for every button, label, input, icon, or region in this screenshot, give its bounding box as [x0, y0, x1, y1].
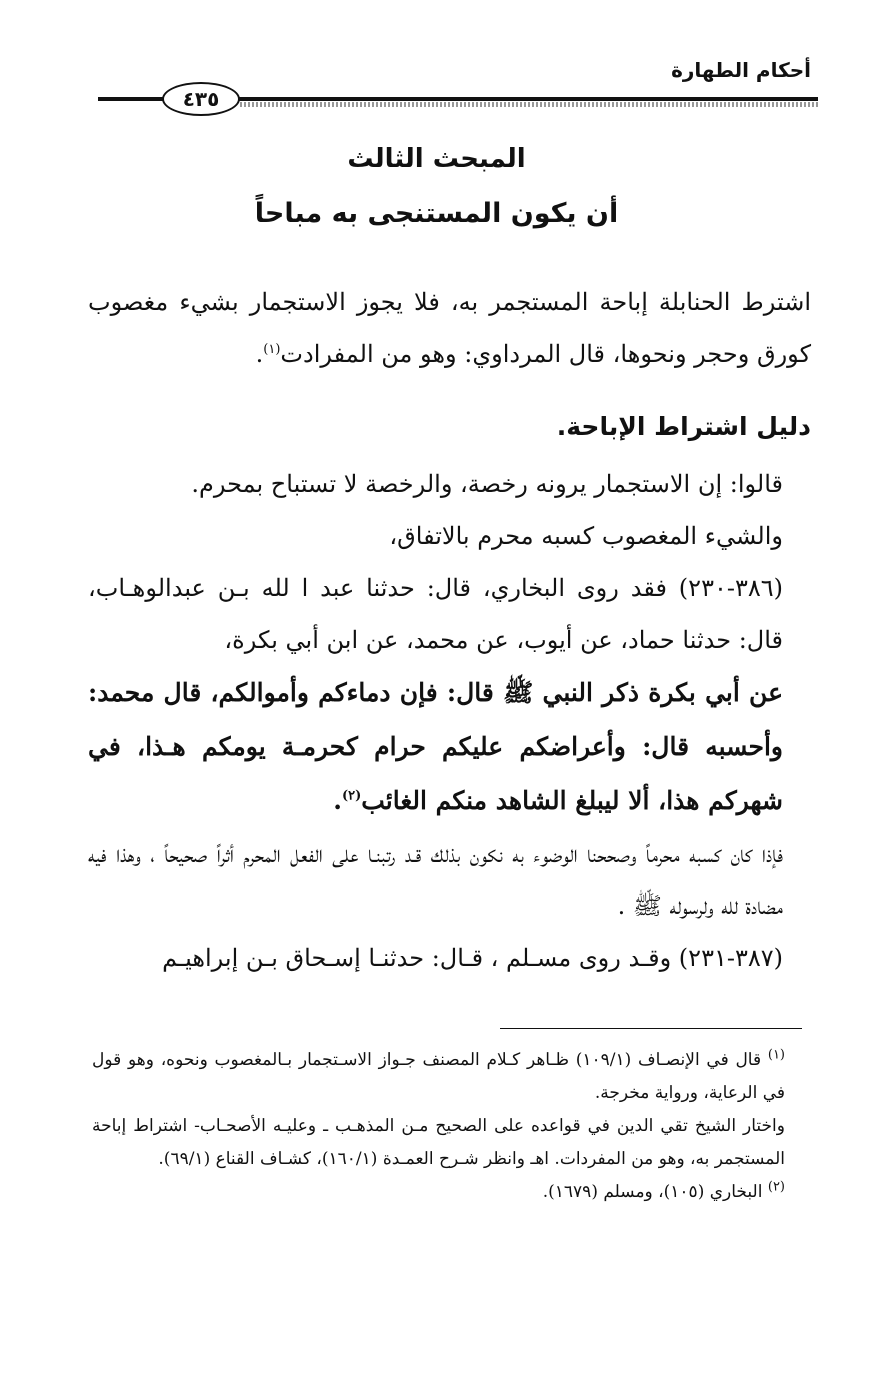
footnote-ref-1: (١) [263, 342, 281, 357]
footnote-ref-2: (٢) [341, 788, 362, 804]
footnote-2-text: البخاري (١٠٥)، ومسلم (١٦٧٩). [542, 1182, 763, 1202]
footnote-1-continued-text: واختار الشيخ تقي الدين في قواعده على الصحيح مـن المذهـب ـ وعليـه الأصحـاب- اشتراط إباحة المستجمر به، وهو من المفردات. اهـ وانظر شـرح العمـدة (١٦٠/١)، كشـاف القناع (٦٩/١). [92, 1116, 785, 1169]
body-line-argument: قالوا: إن الاستجمار يرونه رخصة، والرخصة لا تستباح بمحرم. [191, 470, 783, 498]
header-rule-ornament [240, 102, 818, 107]
intro-paragraph [88, 276, 811, 380]
intro-end: . [255, 340, 264, 368]
footnote-2-marker: (٢) [767, 1179, 785, 1195]
hadith-text [88, 666, 811, 828]
footnotes [92, 1044, 811, 1209]
body-text [88, 458, 811, 984]
footnote-1 [92, 1044, 811, 1110]
footnote-separator [500, 1028, 802, 1029]
page-number: ٤٣٥ [162, 82, 240, 116]
body-line-conclusion: فإذا كان كسبه محرماً وصححنا الوضوء به نكون بذلك قـد رتبنـا على الفعل المحرم أثراً صحيحاً ، وهذا فيه مضادة لله ولرسوله ﷺ . [88, 840, 783, 920]
hadith-chain-muslim: (٣٨٧-٢٣١) وقـد روى مسـلم ، قـال: حدثنـا إسـحاق بـن إبراهيـم [162, 944, 783, 972]
chapter-heading: المبحث الثالث [347, 144, 526, 174]
footnote-1-continued [92, 1110, 811, 1176]
footnote-1-marker: (١) [767, 1047, 785, 1063]
section-heading: دليل اشتراط الإباحة. [556, 412, 811, 441]
chapter-subheading: أن يكون المستنجى به مباحاً [254, 198, 619, 229]
body-line-consensus: والشيء المغصوب كسبه محرم بالاتفاق، [389, 522, 783, 550]
running-title: أحكام الطهارة [671, 58, 811, 82]
footnote-2 [92, 1176, 811, 1209]
footnote-1-text: قال في الإنصـاف (١٠٩/١) ظـاهر كـلام المصنف جـواز الاسـتجمار بـالمغصوب ونحوه، وهو قول في الرعاية، ورواية مخرجة. [92, 1050, 785, 1103]
hadith-end: . [333, 786, 342, 815]
hadith-chain-bukhari: (٣٨٦-٢٣٠) فقد روى البخاري، قال: حدثنا عبد ا لله بـن عبدالوهـاب، قال: حدثنا حماد، عن أيوب، عن محمد، عن ابن أبي بكرة، [88, 574, 783, 654]
hadith-bold-text: عن أبي بكرة ذكر النبي ﷺ قال: فإن دماءكم وأموالكم، قال محمد: وأحسبه قال: وأعراضكم عليكم حرام كحرمـة يومكم هـذا، في شهركم هذا، ألا ليبلغ الشاهد منكم الغائب [88, 678, 783, 815]
intro-text: اشترط الحنابلة إباحة المستجمر به، فلا يجوز الاستجمار بشيء مغصوب كورق وحجر ونحوها، قال المرداوي: وهو من المفرادت [88, 288, 811, 368]
